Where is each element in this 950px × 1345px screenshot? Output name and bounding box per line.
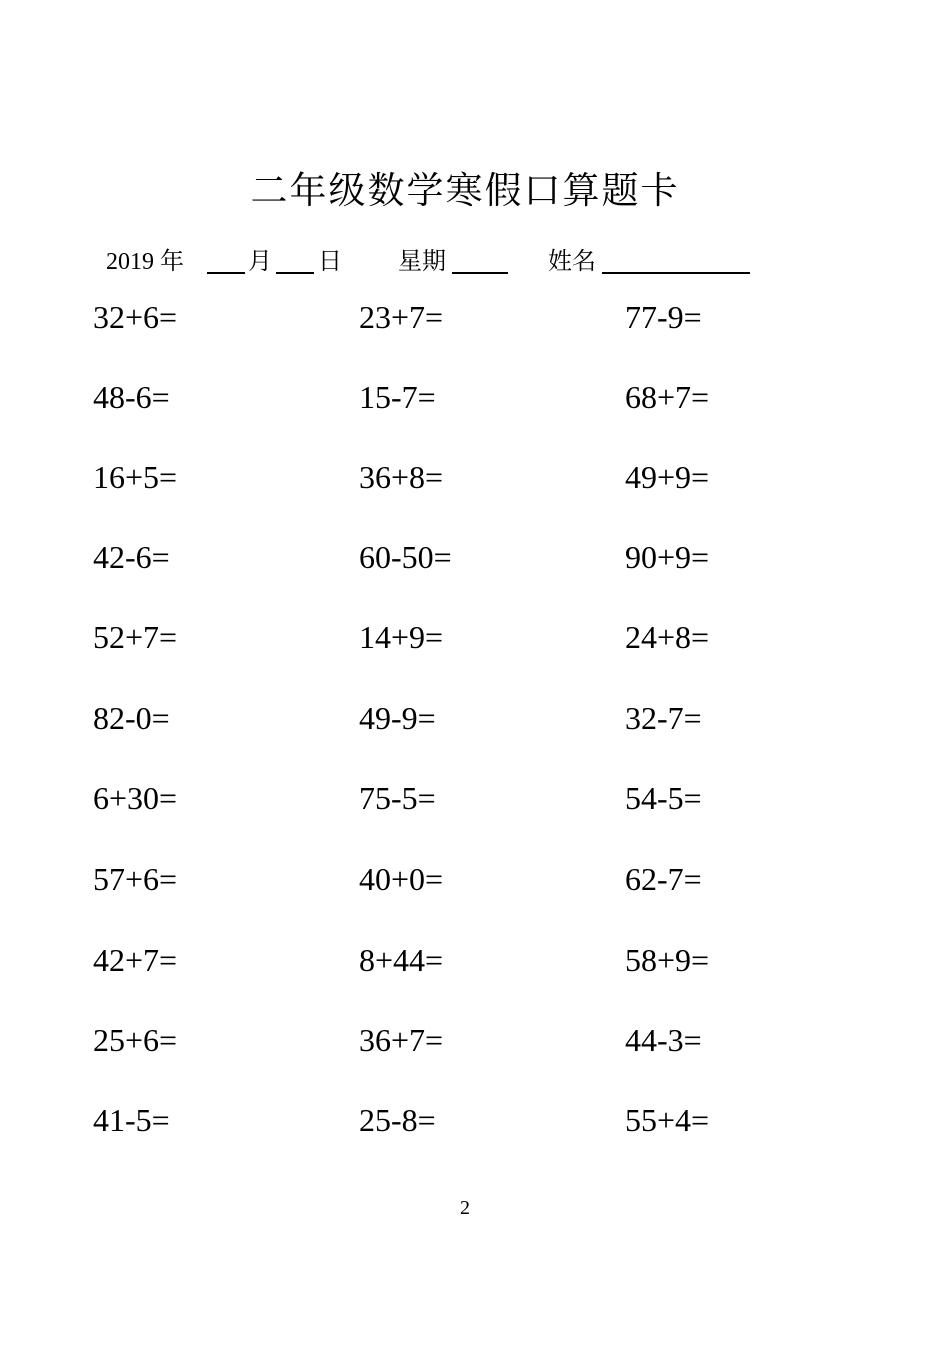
problem: 25-8= <box>359 1102 436 1138</box>
problem: 42+7= <box>93 942 178 978</box>
name-blank[interactable] <box>602 244 750 280</box>
problem: 15-7= <box>359 379 436 415</box>
problem: 82-0= <box>93 700 170 736</box>
problem: 42-6= <box>93 539 170 575</box>
problem: 48-6= <box>93 379 170 415</box>
problem: 8+44= <box>359 942 444 978</box>
problem: 75-5= <box>359 780 436 816</box>
problem: 24+8= <box>625 619 710 655</box>
weekday-label: 星期 <box>398 249 446 275</box>
problem: 23+7= <box>359 299 444 335</box>
problem: 6+30= <box>93 780 178 816</box>
year-label: 2019 年 <box>106 249 184 275</box>
problem: 14+9= <box>359 619 444 655</box>
name-label: 姓名 <box>548 249 596 275</box>
month-blank[interactable] <box>207 244 245 280</box>
problem: 57+6= <box>93 861 178 897</box>
problem: 40+0= <box>359 861 444 897</box>
problem: 58+9= <box>625 942 710 978</box>
problem: 49+9= <box>625 459 710 495</box>
problem: 68+7= <box>625 379 710 415</box>
problem: 90+9= <box>625 539 710 575</box>
problem: 41-5= <box>93 1102 170 1138</box>
page-number: 2 <box>460 1197 470 1219</box>
problem: 32-7= <box>625 700 702 736</box>
page-title: 二年级数学寒假口算题卡 <box>250 171 680 212</box>
problem: 16+5= <box>93 459 178 495</box>
problem: 44-3= <box>625 1022 702 1058</box>
problem: 77-9= <box>625 299 702 335</box>
day-label: 日 <box>318 249 342 275</box>
problem: 25+6= <box>93 1022 178 1058</box>
problem: 49-9= <box>359 700 436 736</box>
problem: 36+7= <box>359 1022 444 1058</box>
weekday-blank[interactable] <box>452 244 508 280</box>
problem: 55+4= <box>625 1102 710 1138</box>
day-blank[interactable] <box>276 244 314 280</box>
problem: 60-50= <box>359 539 452 575</box>
problem: 62-7= <box>625 861 702 897</box>
problem: 52+7= <box>93 619 178 655</box>
month-label: 月 <box>248 249 272 275</box>
problem: 32+6= <box>93 299 178 335</box>
problem: 54-5= <box>625 780 702 816</box>
problem: 36+8= <box>359 459 444 495</box>
